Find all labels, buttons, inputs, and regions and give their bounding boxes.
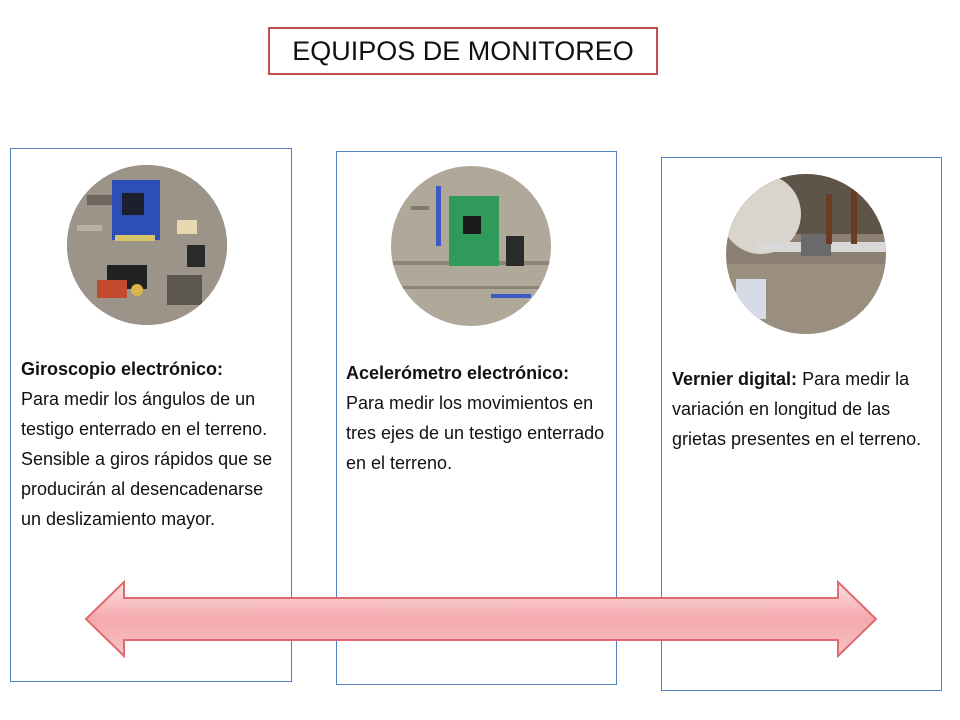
accelerometer-board-image: [391, 166, 551, 326]
gyroscope-text: Para medir los ángulos de un testigo enterrado en el terreno. Sensible a giros rápidos que se producirán al desencadenarse un deslizamiento mayor.: [21, 389, 273, 529]
accelerometer-heading: Acelerómetro electrónico:: [346, 363, 570, 383]
accelerometer-description: [346, 358, 611, 478]
gyroscope-heading: Giroscopio electrónico:: [21, 359, 224, 379]
vernier-text: Para medir la variación en longitud de las grietas presentes en el terreno.: [672, 369, 922, 449]
accelerometer-photo: [391, 166, 551, 326]
page-title-text: EQUIPOS DE MONITOREO: [292, 35, 634, 66]
gyroscope-photo: [67, 165, 227, 325]
gyroscope-board-image: [67, 165, 227, 325]
double-headed-arrow-icon: [84, 580, 878, 658]
vernier-image: [726, 174, 886, 334]
page-title: [268, 27, 658, 75]
accelerometer-text: Para medir los movimientos en tres ejes de un testigo enterrado en el terreno.: [346, 393, 605, 473]
vernier-heading: Vernier digital:: [672, 369, 798, 389]
gyroscope-description: [21, 354, 283, 534]
vernier-description: [672, 364, 934, 454]
vernier-photo: [726, 174, 886, 334]
